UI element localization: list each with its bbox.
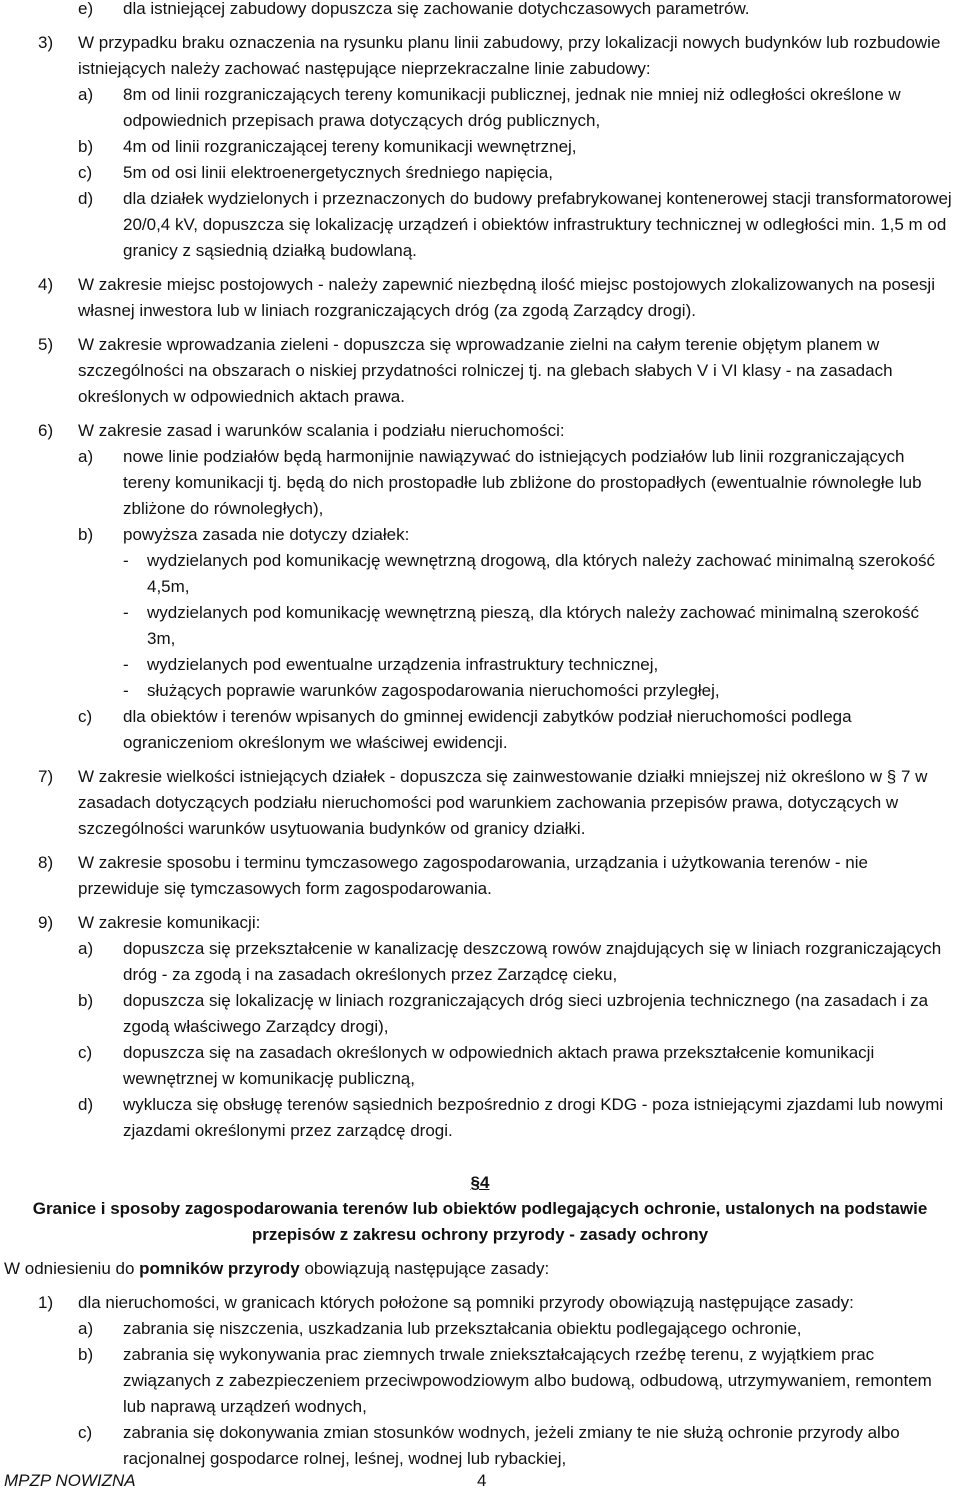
subitem-label: d) [78,1095,94,1114]
dash-item-label: - [123,551,129,570]
subitem-label: a) [78,939,94,958]
subitem [0,1420,960,1472]
list-item-label: 5) [38,335,54,354]
subitem-text: wyklucza się obsługę terenów sąsiednich bezpośrednio z drogi KDG - poza istniejącymi zjazdami lub nowymi zjazdami określonymi przez zarządcę drogi. [123,1095,944,1140]
list-item [0,418,960,444]
subitem-text: dla działek wydzielonych i przeznaczonych do budowy prefabrykowanej kontenerowej stacji transformatorowej 20/0,4 kV, dopuszcza się lokalizację urządzeń i obiektów infrastruktury technicznej w odległości min. 1,5 m od granicy z sąsiednią działką budowlaną. [123,189,952,260]
page-footer [4,1468,487,1494]
subitem [0,1316,960,1342]
subitem [0,936,960,988]
intro-after: obowiązują następujące zasady: [299,1259,550,1278]
subitem-text: zabrania się wykonywania prac ziemnych trwale zniekształcających rzeźbę terenu, z wyjątkiem prac związanych z zabezpieczeniem przeciwpowodziowym albo budową, odbudową, utrzymywaniem, remontem lub naprawą urządzeń wodnych, [123,1345,932,1416]
dash-item-label: - [123,681,129,700]
subitem-label: c) [78,1043,93,1062]
subitem-text: dopuszcza się na zasadach określonych w odpowiednich aktach prawa przekształcenie komunikacji wewnętrznej w komunikację publiczną, [123,1043,875,1088]
dash-item [0,652,960,678]
subitem-text: 4m od linii rozgraniczającej tereny komunikacji wewnętrznej, [123,137,577,156]
intro-before: W odniesieniu do [4,1259,140,1278]
footer-document-name: MPZP NOWIZNA [4,1471,136,1490]
subitem [0,988,960,1040]
list-item-text: W zakresie zasad i warunków scalania i podziału nieruchomości: [78,421,565,440]
rules-list [0,1290,960,1480]
list-item-label: 1) [38,1293,54,1312]
subitem [0,134,960,160]
list-item [0,272,960,324]
subitem [0,160,960,186]
footer-page-number: 4 [477,1471,487,1490]
subitem-text: zabrania się niszczenia, uszkadzania lub przekształcania obiektu podlegającego ochronie, [123,1319,802,1338]
subitem [0,1342,960,1420]
list-item [0,1290,960,1316]
dash-item-text: służących poprawie warunków zagospodarowania nieruchomości przyległej, [147,681,720,700]
subitem-label: c) [78,1423,93,1442]
list-item [0,30,960,82]
items-list [0,30,960,1152]
list-item-text: W zakresie wprowadzania zieleni - dopuszcza się wprowadzanie zielni na całym terenie objętym planem w szczególności na obszarach o niskiej przydatności rolniczej tj. na glebach słabych V i VI klasy - na zasadach określonych w odpowiednich aktach prawa. [78,335,893,406]
subitem [0,1040,960,1092]
list-item-label: 6) [38,421,54,440]
subitem [0,82,960,134]
dash-item-text: wydzielanych pod komunikację wewnętrzną pieszą, dla których należy zachować minimalną szerokość 3m, [147,603,919,648]
subitem-text: 5m od osi linii elektroenergetycznych średniego napięcia, [123,163,553,182]
dash-item-label: - [123,655,129,674]
list-item-text: dla nieruchomości, w granicach których położone są pomniki przyrody obowiązują następujące zasady: [78,1293,854,1312]
list-item-text: W zakresie komunikacji: [78,913,261,932]
subitem-label: d) [78,189,94,208]
list-item-label: 9) [38,913,54,932]
subitem-label: b) [78,137,94,156]
list-item-text: W zakresie sposobu i terminu tymczasowego zagospodarowania, urządzania i użytkowania terenów - nie przewiduje się tymczasowych form zagospodarowania. [78,853,868,898]
subitem-label: e) [78,0,94,18]
section-title: Granice i sposoby zagospodarowania terenów lub obiektów podlegających ochronie, ustalonych na podstawie przepisów z zakresu ochrony przyrody - zasady ochrony [32,1199,928,1244]
dash-item [0,548,960,600]
subitem [0,444,960,522]
subitem-text: 8m od linii rozgraniczających tereny komunikacji publicznej, jednak nie mniej niż odległości określone w odpowiednich przepisach prawa dotyczących dróg publicznych, [123,85,901,130]
list-item-label: 4) [38,275,54,294]
subitem [0,1092,960,1144]
list-item [0,332,960,410]
subitem-label: a) [78,447,94,466]
intro-paragraph [0,1256,960,1282]
subitem [0,522,960,548]
subitem-text: dopuszcza się przekształcenie w kanalizację deszczową rowów znajdujących się w liniach rozgraniczających dróg - za zgodą i na zasadach określonych przez Zarządcę cieku, [123,939,942,984]
subitem [0,186,960,264]
dash-item [0,678,960,704]
subitem-label: b) [78,1345,94,1364]
section-number: §4 [470,1173,490,1192]
list-item-label: 3) [38,33,54,52]
dash-item-text: wydzielanych pod ewentualne urządzenia infrastruktury technicznej, [147,655,659,674]
dash-item-text: wydzielanych pod komunikację wewnętrzną drogową, dla których należy zachować minimalną szerokość 4,5m, [147,551,936,596]
top-subitem [0,0,960,22]
list-item-label: 8) [38,853,54,872]
subitem [0,704,960,756]
subitem-label: b) [78,525,94,544]
dash-item-label: - [123,603,129,622]
subitem-text: zabrania się dokonywania zmian stosunków wodnych, jeżeli zmiany te nie służą ochronie przyrody albo racjonalnej gospodarce rolnej, leśnej, wodnej lub rybackiej, [123,1423,900,1468]
subitem-text: dla obiektów i terenów wpisanych do gminnej ewidencji zabytków podział nieruchomości podlega ograniczeniom określonym we właściwej ewidencji. [123,707,852,752]
subitem-text: powyższa zasada nie dotyczy działek: [123,525,410,544]
subitem-label: c) [78,707,93,726]
list-item-text: W przypadku braku oznaczenia na rysunku planu linii zabudowy, przy lokalizacji nowych budynków lub rozbudowie istniejących należy zachować następujące nieprzekraczalne linie zabudowy: [78,33,941,78]
subitem-label: a) [78,85,94,104]
intro-bold: pomników przyrody [139,1259,300,1278]
dash-item [0,600,960,652]
list-item-text: W zakresie miejsc postojowych - należy zapewnić niezbędną ilość miejsc postojowych zlokalizowanych na posesji własnej inwestora lub w liniach rozgraniczających dróg (za zgodą Zarządcy drogi). [78,275,935,320]
list-item-label: 7) [38,767,54,786]
subitem-text: dla istniejącej zabudowy dopuszcza się zachowanie dotychczasowych parametrów. [123,0,750,18]
subitem-label: a) [78,1319,94,1338]
subitem-text: nowe linie podziałów będą harmonijnie nawiązywać do istniejących podziałów lub linii rozgraniczających tereny komunikacji tj. będą do nich prostopadłe lub zbliżone do prostopadłych (ewentualnie równoległe lub zbliżone do równoległych), [123,447,922,518]
subitem-label: c) [78,163,93,182]
subitem-text: dopuszcza się lokalizację w liniach rozgraniczających dróg sieci uzbrojenia technicznego (na zasadach i za zgodą właściwego Zarządcy drogi), [123,991,929,1036]
subitem-label: b) [78,991,94,1010]
list-item-text: W zakresie wielkości istniejących działek - dopuszcza się zainwestowanie działki mniejszej niż określono w § 7 w zasadach dotyczących podziału nieruchomości pod warunkiem zachowania przepisów prawa, dotyczących w szczególności warunków usytuowania budynków od granicy działki. [78,767,928,838]
list-item [0,910,960,936]
list-item [0,764,960,842]
list-item [0,850,960,902]
